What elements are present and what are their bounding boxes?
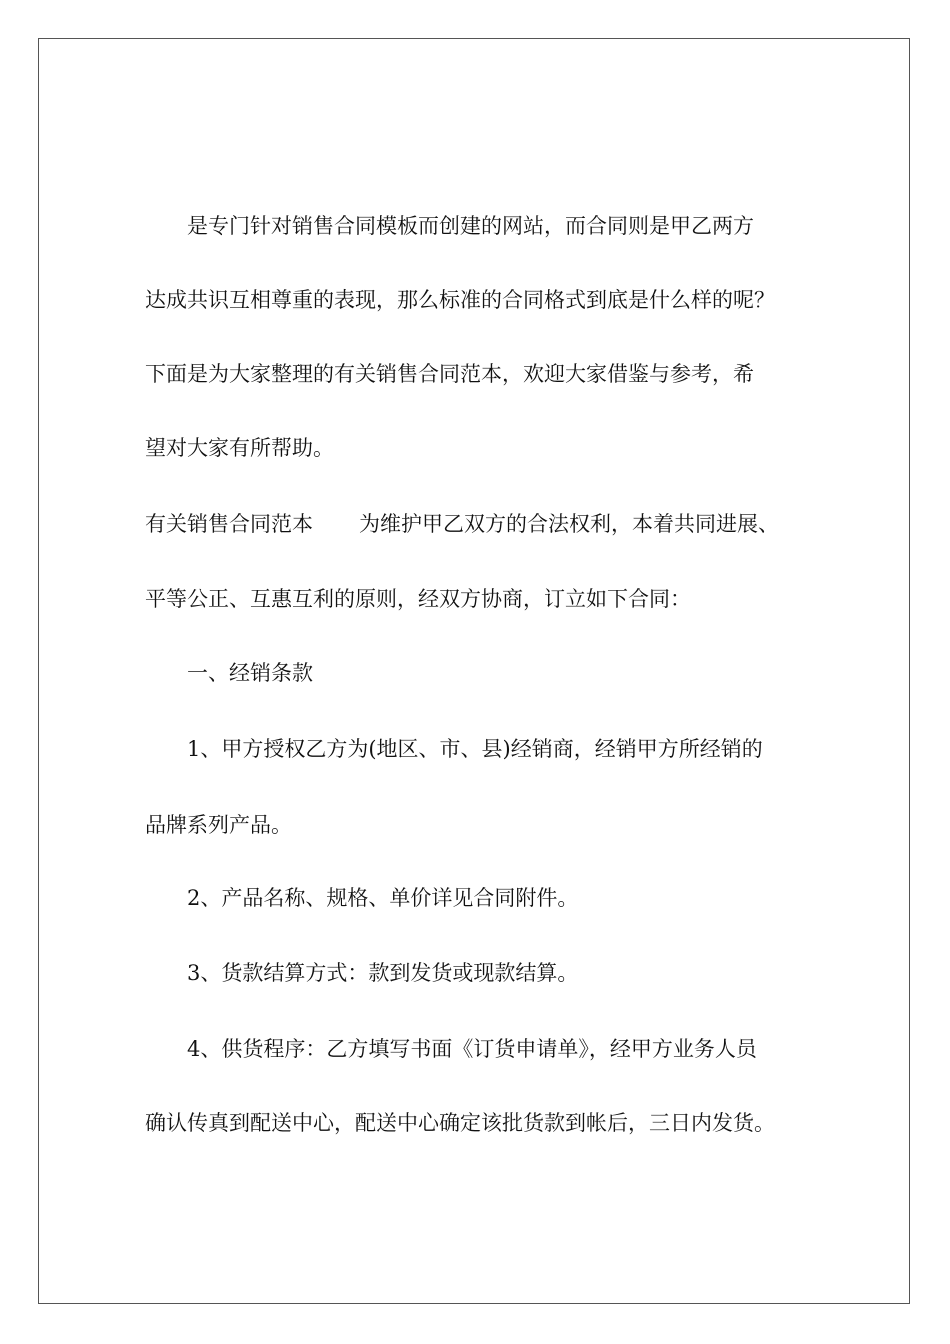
clause-3: 3、货款结算方式：款到发货或现款结算。 xyxy=(187,961,579,985)
contract-title-line xyxy=(145,509,779,539)
intro-line-1: 是专门针对销售合同模板而创建的网站，而合同则是甲乙两方 xyxy=(187,214,754,238)
intro-line-3: 下面是为大家整理的有关销售合同范本，欢迎大家借鉴与参考，希 xyxy=(145,362,754,386)
clause-1-line-2: 品牌系列产品。 xyxy=(145,813,292,837)
clause-1-line-1: 1、甲方授权乙方为(地区、市、县)经销商，经销甲方所经销的 xyxy=(187,737,763,761)
clause-2: 2、产品名称、规格、单价详见合同附件。 xyxy=(187,886,579,910)
intro-line-2: 达成共识互相尊重的表现，那么标准的合同格式到底是什么样的呢？ xyxy=(145,288,775,312)
contract-preamble-end: 平等公正、互惠互利的原则，经双方协商，订立如下合同： xyxy=(145,587,691,611)
intro-line-4: 望对大家有所帮助。 xyxy=(145,436,334,460)
contract-preamble-start: 为维护甲乙双方的合法权利，本着共同进展、 xyxy=(359,512,779,536)
clause-4-line-2: 确认传真到配送中心，配送中心确定该批货款到帐后，三日内发货。 xyxy=(145,1111,775,1135)
contract-title: 有关销售合同范本 xyxy=(145,512,313,536)
clause-4-line-1: 4、供货程序：乙方填写书面《订货申请单》，经甲方业务人员 xyxy=(187,1037,757,1061)
section-heading: 一、经销条款 xyxy=(187,661,313,685)
